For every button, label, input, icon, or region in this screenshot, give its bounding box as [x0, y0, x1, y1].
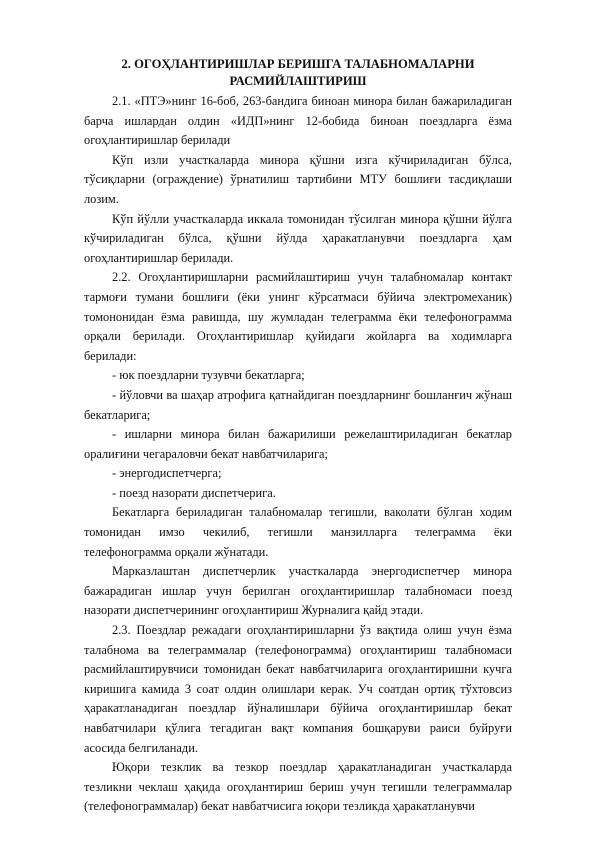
paragraph-centralized-dispatch: Марказлаштан диспетчерлик участкаларда энергодиспетчер минора бажарадиган ишлар учун берилган огоҳлантиришлар талабномаси поезд назорати диспетчерининг огоҳлантириш Журналига қайд этади. — [84, 564, 512, 618]
list-item-train-dispatcher: - поезд назорати диспетчерига. — [112, 485, 276, 500]
list-item-station-duty-officers: - ишларни минора билан бажарилиши режелаштириладиган бекатлар оралиғини чегараловчи бекат навбатчиларига; — [84, 427, 512, 461]
paragraph-high-speed: Юқори тезклик ва тезкор поездлар ҳаракатланадиган участкаларда тезликни чеклаш ҳақида огоҳлантириш бериш учун тегишли телеграммалар (телефонограммалар) бекат навбатчисига юқори тезликда ҳаракатланувчи — [84, 760, 512, 814]
list-item-passenger-stations: - йўловчи ва шаҳар атрофига қатнайдиган поездларнинг бошланғич жўнаш бекатларига; — [84, 387, 512, 422]
section-title-line-1: 2. ОГОҲЛАНТИРИШЛАР БЕРИШГА ТАЛАБНОМАЛАРНИ — [121, 57, 475, 71]
paragraph-multiline-warnings: Кўп йўлли участкаларда иккала томонидан тўсилган минора қўшни йўлга кўчириладиган бўлса, қўшни йўлда ҳаракатланувчи поездларга ҳам огоҳлантиришлар берилади. — [84, 211, 512, 265]
section-title-line-2: РАСМИЙЛАШТИРИШ — [229, 74, 367, 88]
paragraph-2-3: 2.3. Поездлар режадаги огоҳлантиришларни ўз вақтида олиш учун ёзма талабнома ва телеграммалар (телефонограмма) огоҳлантириш талабномаси расмийлаштирувчиси томонидан бекат навбатчиларига огоҳлантиришни кучга киришига камида 3 соат олдин олишлари керак. Уч соатдан ортиқ тўхтовсиз ҳаракатланадиган поездлар йўналишлари бўйича огоҳлантиришлар бекат навбатчилари қўлига тегадиган вақт компания бошқаруви раиси буйруғи асосида белгиланади. — [84, 623, 512, 755]
paragraph-2-1: 2.1. «ПТЭ»нинг 16-боб, 263-бандига биноан минора билан бажариладиган барча ишлардан олдин «ИДП»нинг 12-бобида биноан поездларга ёзма огоҳлантиришлар берилади — [84, 94, 512, 148]
paragraph-multitrack-barriers: Кўп изли участкаларда минора қўшни изга кўчириладиган бўлса, тўсиқларни (ограждение) ўрнатилиш тартибини МТУ бошлиғи тасдиқлаши лозим. — [84, 152, 512, 206]
list-item-freight-stations: - юк поездларни тузувчи бекатларга; — [112, 368, 305, 383]
section-title — [84, 56, 512, 90]
list-item-energy-dispatcher: - энергодиспетчерга; — [112, 466, 222, 481]
paragraph-2-2: 2.2. Огоҳлантиришларни расмийлаштириш учун талабномалар контакт тармоғи тумани бошлиғи (ёки унинг кўрсатмаси бўйича электромеханик) томононидан ёзма равишда, шу жумладан телеграмма ёки телефонограмма орқали берилади. Огоҳлантиришлар қуйидаги жойларга ва ходимларга берилади: — [84, 270, 512, 363]
paragraph-station-requests: Бекатларга бериладиган талабномалар тегишли, ваколати бўлган ходим томонидан имзо чекилиб, тегишли манзилларга телеграмма ёки телефонограмма орқали жўнатади. — [84, 505, 512, 559]
